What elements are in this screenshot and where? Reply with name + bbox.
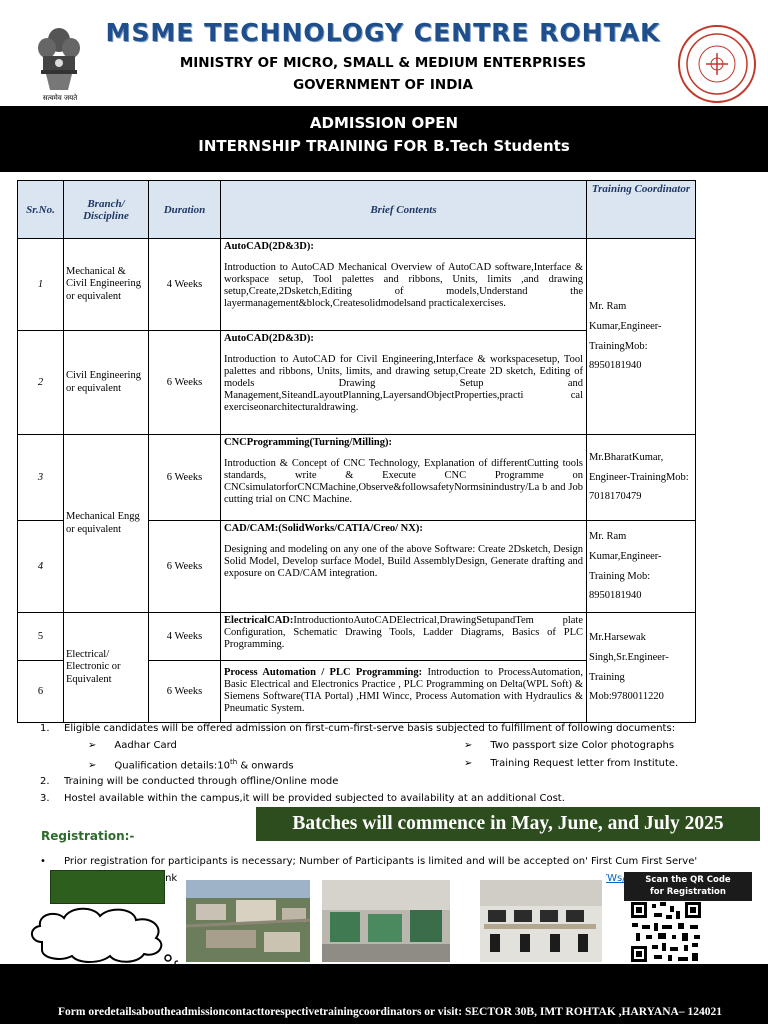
arrow-bullet-icon: ➢ [464, 740, 473, 751]
row-duration: 6 Weeks [149, 331, 221, 435]
cloud-callout-icon [22, 902, 182, 966]
row-sr: 3 [18, 435, 64, 521]
banner-subtitle: INTERNSHIP TRAINING FOR B.Tech Students [198, 137, 570, 155]
row-brief [221, 435, 587, 521]
bullet-icon: • [40, 856, 46, 867]
row-brief [221, 331, 587, 435]
row-sr: 2 [18, 331, 64, 435]
doc-aadhar: ➢ Aadhar Card [88, 740, 177, 751]
computer-lab-photo [480, 880, 602, 962]
note-text: Training will be conducted through offline/Online mode [64, 776, 339, 787]
coordinator-bharat: Mr.BharatKumar, Engineer-TrainingMob: 7018170479 [587, 435, 696, 521]
row-sr: 4 [18, 521, 64, 613]
campus-aerial-photo [186, 880, 310, 962]
page-header [0, 0, 768, 106]
decorative-green-box [50, 870, 165, 904]
brief-title: AutoCAD(2D&3D): [224, 333, 314, 344]
header-branch: Branch/ Discipline [64, 181, 149, 239]
brief-content: Introduction to AutoCAD Mechanical Overview of AutoCAD software,Interface & workspace setup, Tool palettes and ribbons, Units, limits ,and drawing setup,Create,2Dsketch,Editing of models,Understand the layermanagement&block,Createsolidmodelsand practicalexercises. [224, 262, 583, 310]
branch-electrical: Electrical/ Electronic or Equivalent [64, 613, 149, 723]
arrow-bullet-icon: ➢ [88, 740, 97, 751]
row-duration: 4 Weeks [149, 239, 221, 331]
brief-content: Introduction & Concept of CNC Technology, Explanation of differentCutting tools standards, write & Execute CNC Programme on CNCsimulatorforCNCMachine,Observe&followsafetyNormsinindustry/La b and Job cutting trial on CNC Machine. [224, 458, 583, 506]
arrow-bullet-icon: ➢ [88, 760, 97, 772]
facility-photos [178, 870, 606, 968]
banner-title: ADMISSION OPEN [309, 114, 459, 132]
brief-title: CNCProgramming(Turning/Milling): [224, 437, 393, 448]
brief-title: ElectricalCAD: [224, 615, 294, 626]
coordinator-ram-2: Mr. Ram Kumar,Engineer-Training Mob: 8950181940 [587, 521, 696, 613]
row-brief [221, 613, 587, 661]
table-row [18, 435, 696, 521]
org-title: MSME TECHNOLOGY CENTRE ROHTAK [105, 18, 661, 47]
table-row [18, 613, 696, 661]
row-duration: 6 Weeks [149, 661, 221, 723]
header-duration: Duration [149, 181, 221, 239]
brief-title: CAD/CAM:(SolidWorks/CATIA/Creo/ NX): [224, 523, 423, 534]
header-brief: Brief Contents [221, 181, 587, 239]
registration-body: Prior registration for participants is necessary; Number of Participants is limited and will be accepted on' First Cum First Serve' link: [64, 856, 698, 884]
row-duration: 6 Weeks [149, 435, 221, 521]
note-number: 2. [40, 776, 50, 787]
page-footer [0, 964, 768, 1024]
doc-qualification: ➢ Qualification details:10th & onwards [88, 758, 294, 772]
brief-title: Process Automation / PLC Programming: [224, 667, 423, 678]
national-emblem-icon [34, 22, 84, 102]
brief-content: IntroductiontoAutoCADElectrical,DrawingSetupandTem plate Configuration, Schematic Drawing Tools, Ladder Diagrams, Basics of PLC Programming. [224, 615, 583, 651]
admission-banner [0, 106, 768, 172]
note-text: Eligible candidates will be offered admission on first-cum-first-serve basis subjected to fulfillment of following documents: [64, 723, 676, 734]
coordinator-ram: Mr. Ram Kumar,Engineer-TrainingMob: 8950181940 [587, 239, 696, 435]
registration-heading: Registration:- [41, 829, 135, 843]
header-sr: Sr.No. [18, 181, 64, 239]
row-sr: 6 [18, 661, 64, 723]
government-name: GOVERNMENT OF INDIA [293, 77, 473, 93]
brief-content: Introduction to ProcessAutomation, Basic Electrical and Electronics Practice , PLC Programming on Delta(WPL Soft) & Siemens Software(TIA Portal) ,HMI Wincc, Process Automation with Hydraulics & Pneumatic System. [224, 667, 583, 715]
batch-commence-banner: Batches will commence in May, June, and July 2025 [256, 807, 760, 841]
emblem-caption: सत्यमेव जयते [42, 94, 78, 102]
doc-request-letter: ➢ Training Request letter from Institute. [464, 758, 679, 769]
row-duration: 4 Weeks [149, 613, 221, 661]
table-header-row [18, 181, 696, 239]
row-sr: 1 [18, 239, 64, 331]
branch-mechanical: Mechanical Engg or equivalent [64, 435, 149, 613]
ministry-name: MINISTRY OF MICRO, SMALL & MEDIUM ENTERPRISES [179, 55, 587, 71]
institute-seal-icon [676, 24, 758, 104]
row-branch: Civil Engineering or equivalent [64, 331, 149, 435]
table-row [18, 239, 696, 331]
header-coordinator: Training Coordinator [587, 181, 696, 239]
note-number: 1. [40, 723, 50, 734]
qr-label-line2: for Registration [650, 887, 726, 897]
doc-photos: ➢ Two passport size Color photographs [464, 740, 675, 751]
workshop-photo [322, 880, 450, 962]
note-text: Hostel available within the campus,it will be provided subjected to availability at an additional Cost. [64, 793, 565, 804]
qr-label-line1: Scan the QR Code [645, 875, 731, 885]
row-brief [221, 239, 587, 331]
row-brief [221, 521, 587, 613]
row-sr: 5 [18, 613, 64, 661]
note-number: 3. [40, 793, 50, 804]
qr-code-icon[interactable] [630, 901, 702, 963]
row-brief [221, 661, 587, 723]
brief-content: Introduction to AutoCAD for Civil Engineering,Interface & workspacesetup, Tool palettes and ribbons, Units, limits, and drawing setup,Create 2D sketch, Editing of models Drawing Setup and Management,SiteandLayoutPlanning,LayersandObjectProperties,practi cal exerciseonarchitecturaldrawing. [224, 354, 583, 414]
arrow-bullet-icon: ➢ [464, 758, 473, 769]
brief-content: Designing and modeling on any one of the above Software: Create 2Dsketch, Design Solid Model, Develop surface Model, Build AssemblyDesign, Generate drafting and exposure on CAD/CAM integration. [224, 544, 583, 580]
coordinator-harsewak: Mr.Harsewak Singh,Sr.Engineer-Training Mob:9780011220 [587, 613, 696, 723]
courses-table [17, 180, 696, 723]
qr-label [624, 872, 752, 901]
row-branch: Mechanical & Civil Engineering or equivalent [64, 239, 149, 331]
footer-contact: Form oredetailsaboutheadmissioncontacttorespectivetrainingcoordinators or visit: SECTOR 30B, IMT ROHTAK ,HARYANA– 124021 [58, 1006, 722, 1018]
brief-title: AutoCAD(2D&3D): [224, 241, 314, 252]
row-duration: 6 Weeks [149, 521, 221, 613]
